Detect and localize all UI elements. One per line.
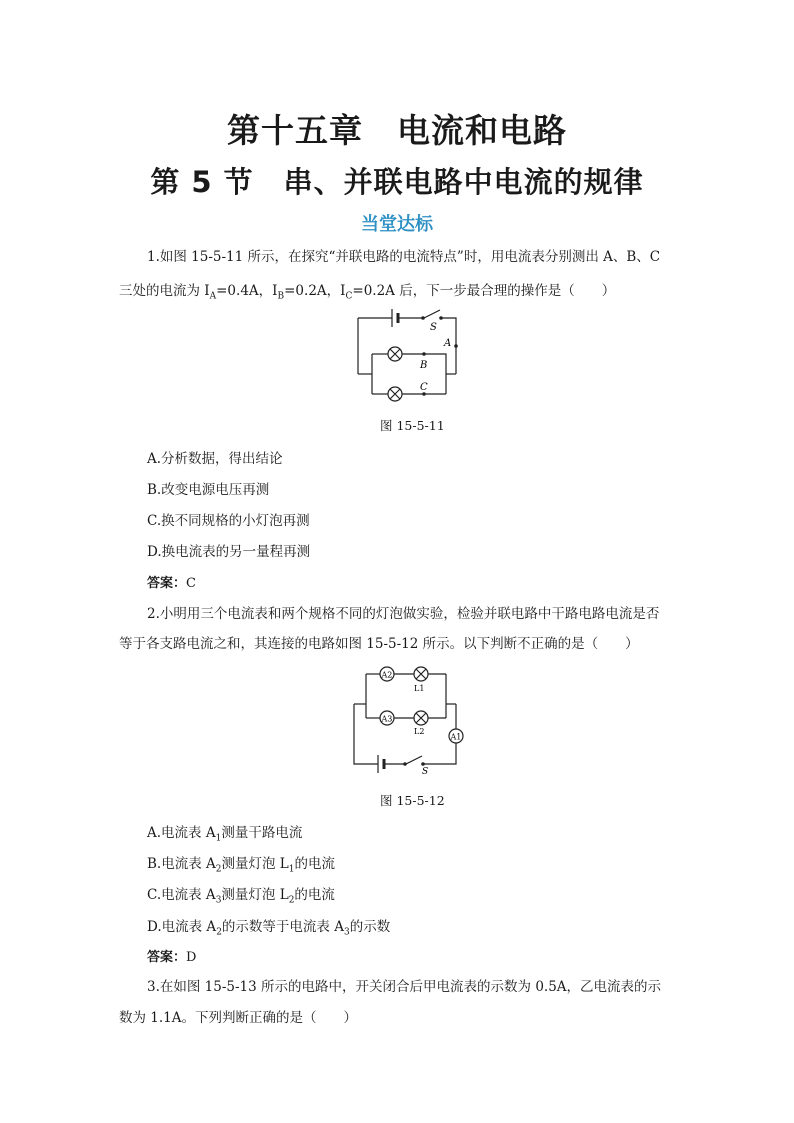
q2-stem-line2: 等于各支路电流之和，其连接的电路如图 15-5-12 所示。以下判断不正确的是（ ） xyxy=(119,636,639,652)
circuit-diagram-15-5-11 xyxy=(350,306,470,402)
figure-caption-15-5-11: 图 15-5-11 xyxy=(380,418,445,433)
label-s: S xyxy=(422,767,429,776)
q2-option-c: C.电流表 $A_3$测量灯泡 $L_2$的电流 xyxy=(147,887,335,906)
q1-option-d: D.换电流表的另一量程再测 xyxy=(147,544,311,560)
section-heading: 当堂达标 xyxy=(361,214,433,235)
q1-option-b: B.改变电源电压再测 xyxy=(147,482,270,498)
label-b: B xyxy=(420,360,428,371)
label-l2: L2 xyxy=(414,727,425,736)
q2-option-a: A.电流表 $A_1$测量干路电流 xyxy=(147,825,303,844)
q1-answer: 答案：C xyxy=(147,576,196,591)
q2-option-b: B.电流表 $A_2$测量灯泡 $L_1$的电流 xyxy=(147,856,335,875)
label-s: S xyxy=(430,322,437,333)
q1-option-a: A.分析数据，得出结论 xyxy=(147,451,283,467)
figure-caption-15-5-12: 图 15-5-12 xyxy=(380,793,445,808)
label-a3: A3 xyxy=(381,714,393,724)
q3-stem-line2: 数为 1.1A。下列判断正确的是（ ） xyxy=(119,1010,358,1026)
chapter-title: 第十五章 电流和电路 xyxy=(227,111,567,150)
q2-stem-line1: 2.小明用三个电流表和两个规格不同的灯泡做实验，检验并联电路中干路电路电流是否 xyxy=(147,606,660,622)
q1-option-c: C.换不同规格的小灯泡再测 xyxy=(147,513,310,529)
label-a2: A2 xyxy=(381,670,393,680)
lesson-title: 第 5 节 串、并联电路中电流的规律 xyxy=(150,165,644,199)
q1-stem-line1: 1.如图 15-5-11 所示，在探究“并联电路的电流特点”时，用电流表分别测出 A、B、C xyxy=(147,249,661,265)
label-a1: A1 xyxy=(450,732,462,742)
q2-option-d: D.电流表 $A_2$的示数等于电流表 $A_3$的示数 xyxy=(147,919,391,938)
label-a: A xyxy=(444,338,452,349)
circuit-diagram-15-5-12 xyxy=(346,660,472,776)
label-l1: L1 xyxy=(414,684,425,693)
label-c: C xyxy=(420,382,428,393)
q1-stem-line2: 三处的电流为 $I_A=0.4A$，$I_B=0.2A$，$I_C=0.2A$ 后，下一步最合理的操作是（ ） xyxy=(119,283,616,302)
q3-stem-line1: 3.在如图 15-5-13 所示的电路中，开关闭合后甲电流表的示数为 0.5A，乙电流表的示 xyxy=(147,979,662,995)
q2-answer: 答案：D xyxy=(147,950,197,965)
